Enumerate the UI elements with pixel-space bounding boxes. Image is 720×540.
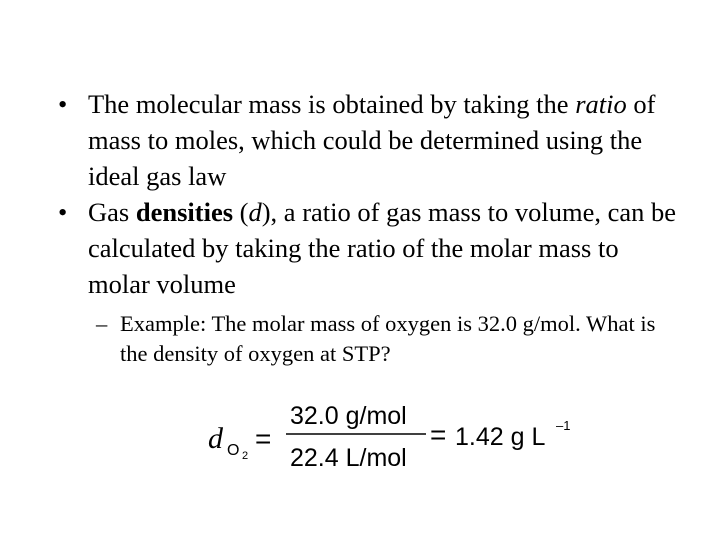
equation-subscript-index: 2 <box>242 450 249 462</box>
bullet-1-ratio-term: ratio <box>575 89 627 119</box>
bullet-2-d-symbol: d <box>248 197 262 227</box>
sub-bullet-example <box>58 309 678 369</box>
bullet-1-text-b: of mass to moles, which could be determined using the ideal gas law <box>88 89 656 191</box>
sub-bullet-marker: – <box>96 311 108 336</box>
equation-numerator: 32.0 g/mol <box>290 402 407 430</box>
bullet-list <box>58 86 678 369</box>
bullet-2-text-b: ( <box>233 197 249 227</box>
equation-denominator: 22.4 L/mol <box>290 444 407 472</box>
bullet-2-text-c: ), a ratio of gas mass to volume, can be calculated by taking the ratio of the molar mass to molar volume <box>88 197 677 299</box>
bullet-2-densities-term: densities <box>135 197 234 227</box>
bullet-marker: • <box>58 197 68 227</box>
equation-result-exponent: –1 <box>556 418 571 433</box>
sub-bullet-text: Example: The molar mass of oxygen is 32.0 g/mol. What is the density of oxygen at STP? <box>120 311 656 366</box>
equation-equals-1: = <box>255 423 272 454</box>
equation-equals-2: = <box>430 419 447 450</box>
bullet-1 <box>58 86 678 194</box>
bullet-2-text-a: Gas <box>88 197 136 227</box>
density-equation <box>208 398 608 478</box>
bullet-marker: • <box>58 89 68 119</box>
equation-subscript-oxygen: O <box>227 442 240 459</box>
equation-density-symbol: d <box>208 422 223 455</box>
bullet-2 <box>58 194 678 302</box>
equation-result-value: 1.42 g L <box>455 423 546 451</box>
bullet-1-text-a: The molecular mass is obtained by taking the <box>88 89 576 119</box>
